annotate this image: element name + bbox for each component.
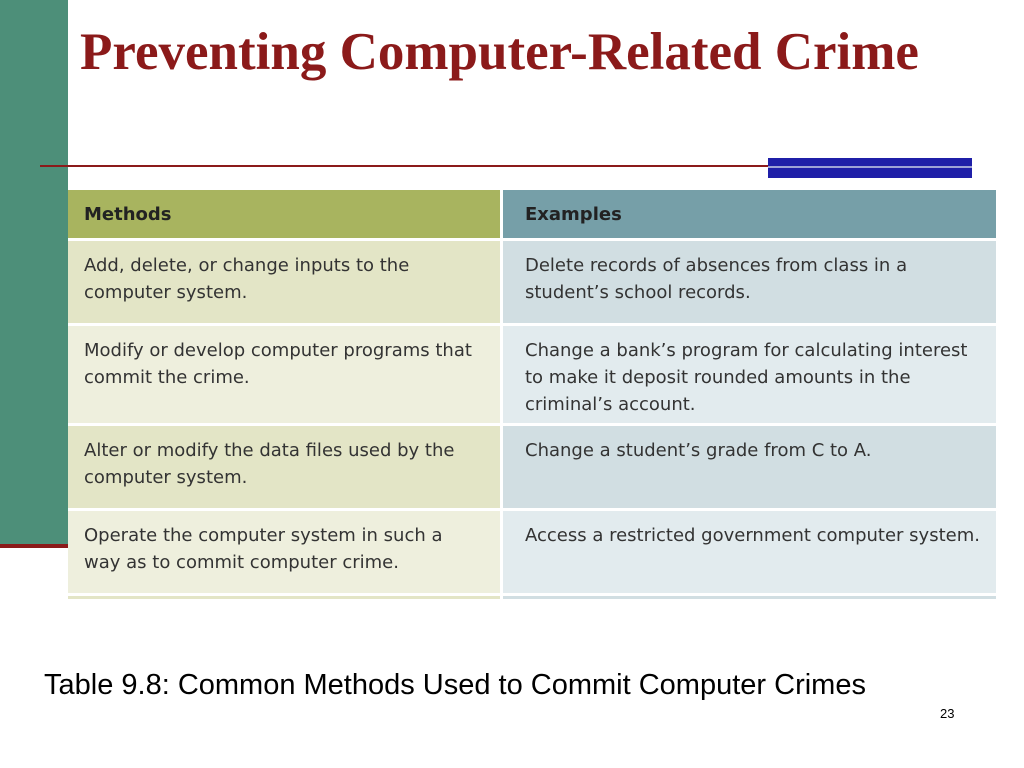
table-row — [68, 241, 996, 326]
method-cell: Alter or modify the data files used by the computer system. — [68, 426, 503, 511]
table-caption: Table 9.8: Common Methods Used to Commit Computer Crimes — [44, 669, 866, 701]
example-cell: Change a student’s grade from C to A. — [503, 426, 996, 511]
side-accent-line — [0, 544, 72, 548]
title-divider-accent-stripe — [768, 166, 972, 168]
table-row — [68, 326, 996, 426]
example-cell: Access a restricted government computer system. — [503, 511, 996, 596]
header-methods: Methods — [68, 190, 503, 241]
table-header-row — [68, 190, 996, 241]
methods-table — [68, 190, 996, 599]
method-cell: Operate the computer system in such a way as to commit computer crime. — [68, 511, 503, 596]
example-cell-cut-off — [503, 596, 996, 599]
header-examples: Examples — [503, 190, 996, 241]
table-row — [68, 426, 996, 511]
example-cell: Delete records of absences from class in a student’s school records. — [503, 241, 996, 326]
side-accent-bar — [0, 0, 68, 546]
method-cell-cut-off — [68, 596, 503, 599]
example-cell: Change a bank’s program for calculating interest to make it deposit rounded amounts in the criminal’s account. — [503, 326, 996, 426]
table-row — [68, 511, 996, 596]
table-row-cut-off — [68, 596, 996, 599]
method-cell: Add, delete, or change inputs to the computer system. — [68, 241, 503, 326]
method-cell: Modify or develop computer programs that commit the crime. — [68, 326, 503, 426]
title-divider-accent — [768, 158, 972, 178]
page-number: 23 — [940, 706, 955, 721]
slide-title: Preventing Computer-Related Crime — [80, 23, 919, 81]
